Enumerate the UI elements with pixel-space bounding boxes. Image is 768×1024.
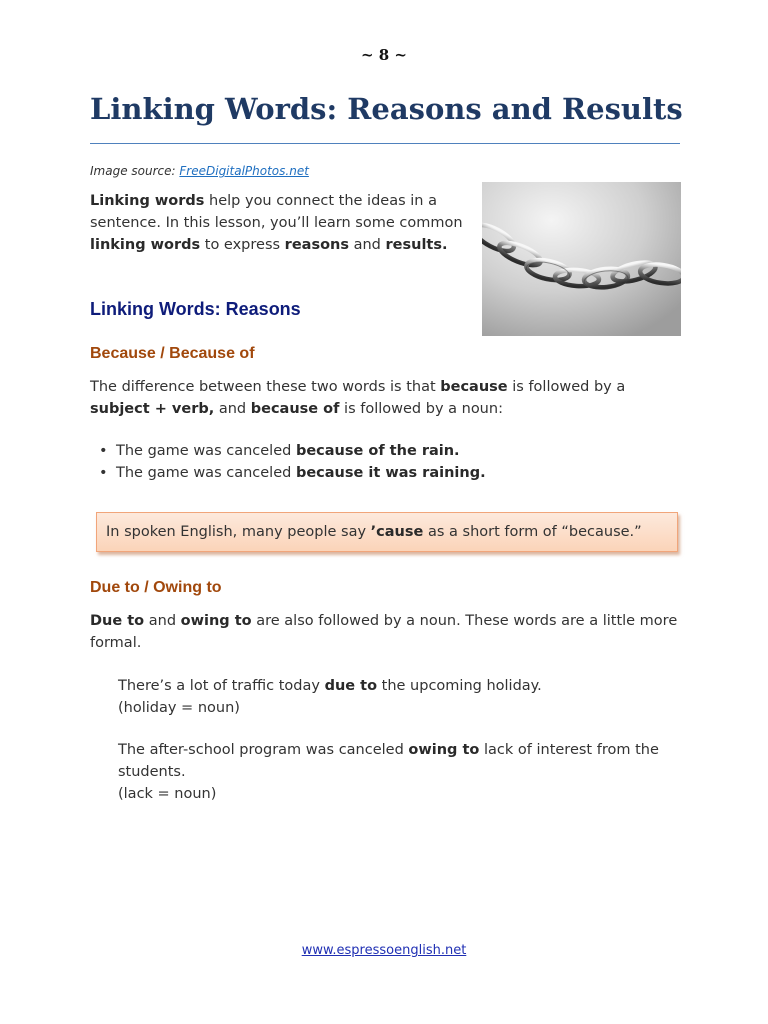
because-text-4: is followed by a noun:: [339, 401, 503, 417]
intro-text-3: and: [349, 237, 386, 253]
spoken-english-note-box: [96, 512, 678, 552]
intro-bold-linking-words-2: linking words: [90, 237, 201, 253]
footer-website-link[interactable]: www.espressoenglish.net: [301, 943, 467, 958]
page-number: ~ 8 ~: [360, 46, 408, 64]
because-bold-subject-verb: subject + verb,: [90, 401, 215, 417]
because-text-1: The difference between these two words is that: [90, 379, 441, 395]
list-item: [116, 440, 486, 462]
footer: [0, 943, 768, 958]
note-text-2: as a short form of “because.”: [423, 524, 642, 540]
because-paragraph: [90, 376, 680, 420]
list-item: [116, 462, 486, 484]
heading-because: Because / Because of: [90, 345, 255, 362]
due-bold-due-to: Due to: [90, 613, 145, 629]
example-sentence: [118, 739, 678, 783]
list-item-bold: because of the rain.: [295, 443, 460, 459]
list-item-text: The game was canceled: [116, 443, 296, 459]
due-bold-owing-to: owing to: [180, 613, 252, 629]
intro-bold-results: results.: [385, 237, 448, 253]
because-text-3: and: [214, 401, 251, 417]
because-text-2: is followed by a: [507, 379, 626, 395]
heading-due-to: Due to / Owing to: [90, 579, 222, 596]
because-bold-because: because: [440, 379, 508, 395]
because-bold-because-of: because of: [250, 401, 340, 417]
heading-linking-words-reasons: Linking Words: Reasons: [90, 299, 301, 319]
image-source: [90, 164, 309, 178]
intro-text-2: to express: [200, 237, 285, 253]
chain-photo: [482, 182, 681, 336]
image-source-link[interactable]: FreeDigitalPhotos.net: [179, 164, 309, 178]
example-text: There’s a lot of traffic today: [118, 678, 325, 694]
note-bold-cause: ’cause: [370, 524, 424, 540]
note-text: [106, 521, 642, 543]
intro-bold-linking-words: Linking words: [90, 193, 205, 209]
page-title: Linking Words: Reasons and Results: [90, 92, 683, 126]
chain-photo-icon: [482, 182, 681, 336]
intro-bold-reasons: reasons: [284, 237, 349, 253]
due-text-2: are also followed by a noun. These words are a little more formal.: [90, 613, 678, 651]
example-bold: due to: [324, 678, 378, 694]
intro-paragraph: [90, 190, 465, 256]
due-to-paragraph: [90, 610, 680, 654]
note-text-1: In spoken English, many people say: [106, 524, 371, 540]
due-text-1: and: [144, 613, 181, 629]
example-note: (lack = noun): [118, 786, 217, 802]
example-bold: owing to: [408, 742, 480, 758]
list-item-bold: because it was raining.: [295, 465, 486, 481]
example-note: (holiday = noun): [118, 700, 240, 716]
example-due-to: [118, 675, 678, 719]
list-item-text: The game was canceled: [116, 465, 296, 481]
intro-text-1: help you connect the ideas in a sentence. In this lesson, you’ll learn some common: [90, 193, 463, 231]
because-examples-list: [90, 440, 486, 484]
example-owing-to: [118, 739, 678, 805]
example-text: the upcoming holiday.: [377, 678, 542, 694]
example-sentence: [118, 675, 678, 697]
image-source-label: Image source:: [90, 164, 176, 178]
example-text: lack of interest from the students.: [118, 742, 659, 780]
example-text: The after-school program was canceled: [118, 742, 409, 758]
title-divider: [90, 143, 680, 144]
